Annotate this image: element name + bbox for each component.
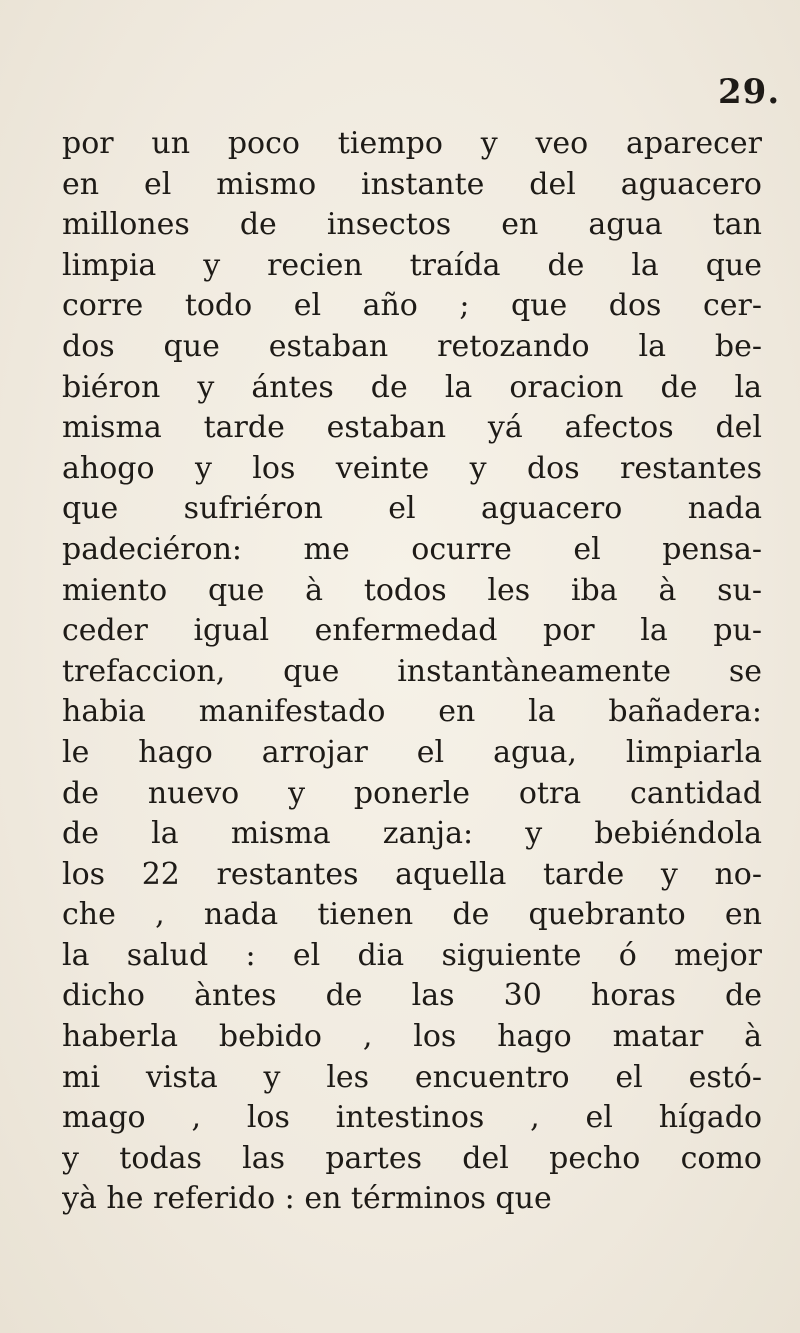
text-line: trefaccion, que instantàneamente se <box>62 653 762 689</box>
text-line: dicho àntes de las 30 horas de <box>62 978 762 1014</box>
text-line: yà he referido : en términos que <box>62 1181 552 1217</box>
text-line: de nuevo y ponerle otra cantidad <box>62 775 762 811</box>
text-line: biéron y ántes de la oracion de la <box>62 369 762 405</box>
text-line: padeciéron: me ocurre el pensa- <box>62 531 762 567</box>
text-line: mago , los intestinos , el hígado <box>62 1100 762 1136</box>
text-line: limpia y recien traída de la que <box>62 247 762 283</box>
text-line: dos que estaban retozando la be- <box>62 328 762 364</box>
text-line: millones de insectos en agua tan <box>62 207 762 243</box>
text-line: ceder igual enfermedad por la pu- <box>62 613 762 649</box>
text-line: haberla bebido , los hago matar à <box>62 1019 762 1055</box>
text-line: ahogo y los veinte y dos restantes <box>62 450 762 486</box>
text-line: los 22 restantes aquella tarde y no- <box>62 856 762 892</box>
text-line: misma tarde estaban yá afectos del <box>62 410 762 446</box>
text-line: miento que à todos les iba à su- <box>62 572 762 608</box>
text-line: que sufriéron el aguacero nada <box>62 491 762 527</box>
text-line: che , nada tienen de quebranto en <box>62 897 762 933</box>
text-line: en el mismo instante del aguacero <box>62 166 762 202</box>
text-line: de la misma zanja: y bebiéndola <box>62 816 762 852</box>
page-number: 29. <box>718 72 781 112</box>
body-text <box>62 124 762 1220</box>
text-line: mi vista y les encuentro el estó- <box>62 1059 762 1095</box>
text-line: corre todo el año ; que dos cer- <box>62 288 762 324</box>
text-line: le hago arrojar el agua, limpiarla <box>62 734 762 770</box>
text-line: habia manifestado en la bañadera: <box>62 694 762 730</box>
text-line: la salud : el dia siguiente ó mejor <box>62 937 762 973</box>
text-line: por un poco tiempo y veo aparecer <box>62 126 762 161</box>
text-line: y todas las partes del pecho como <box>62 1140 762 1176</box>
